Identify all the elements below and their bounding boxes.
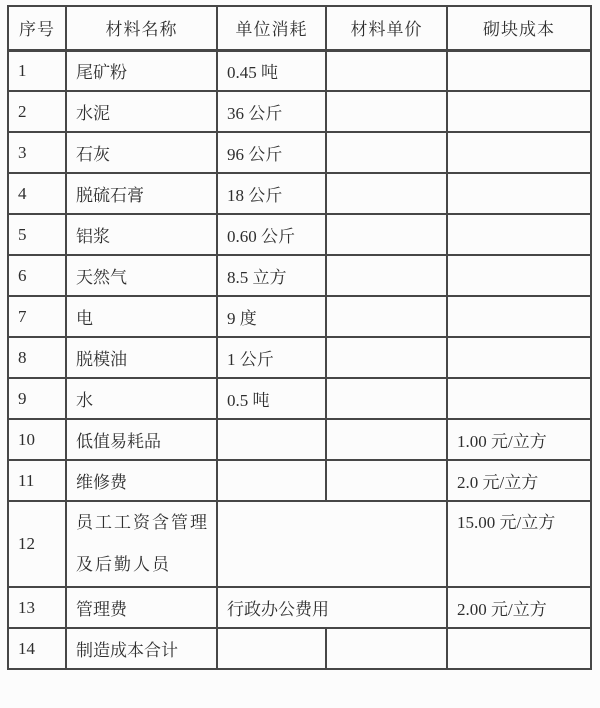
block-cost-cell: 2.00 元/立方	[447, 587, 591, 628]
serial-number-cell: 8	[8, 337, 66, 378]
unit-consumption-cell: 9 度	[217, 296, 326, 337]
material-unit-price-cell	[326, 460, 447, 501]
material-unit-price-cell	[326, 132, 447, 173]
material-name-cell: 尾矿粉	[66, 50, 217, 91]
table-row	[8, 173, 591, 214]
table-row	[8, 255, 591, 296]
table-row	[8, 296, 591, 337]
material-name-cell: 脱模油	[66, 337, 217, 378]
table-header-row	[8, 6, 591, 50]
material-name-cell: 脱硫石膏	[66, 173, 217, 214]
serial-number-cell: 7	[8, 296, 66, 337]
table-row	[8, 501, 591, 587]
serial-number-cell: 10	[8, 419, 66, 460]
table-row	[8, 132, 591, 173]
table-row	[8, 460, 591, 501]
unit-consumption-cell: 0.5 吨	[217, 378, 326, 419]
header-block-cost: 砌块成本	[447, 6, 591, 50]
unit-consumption-cell: 96 公斤	[217, 132, 326, 173]
unit-consumption-cell: 8.5 立方	[217, 255, 326, 296]
serial-number-cell: 2	[8, 91, 66, 132]
material-unit-price-cell	[326, 628, 447, 669]
merged-consumption-price-cell	[217, 501, 447, 587]
serial-number-cell: 4	[8, 173, 66, 214]
material-unit-price-cell	[326, 50, 447, 91]
block-cost-cell	[447, 255, 591, 296]
serial-number-cell: 12	[8, 501, 66, 587]
material-name-line-2: 及后勤人员	[76, 555, 171, 574]
unit-consumption-cell	[217, 628, 326, 669]
block-cost-cell	[447, 214, 591, 255]
block-cost-cell: 2.0 元/立方	[447, 460, 591, 501]
table-row	[8, 587, 591, 628]
material-unit-price-cell	[326, 255, 447, 296]
block-cost-cell	[447, 628, 591, 669]
material-unit-price-cell	[326, 91, 447, 132]
serial-number-cell: 1	[8, 50, 66, 91]
table-row	[8, 50, 591, 91]
material-name-cell: 电	[66, 296, 217, 337]
table-row	[8, 419, 591, 460]
material-name-line-1: 员工工资含管理	[76, 513, 209, 532]
table-row	[8, 378, 591, 419]
material-unit-price-cell	[326, 173, 447, 214]
block-cost-cell	[447, 91, 591, 132]
header-material-name: 材料名称	[66, 6, 217, 50]
serial-number-cell: 5	[8, 214, 66, 255]
serial-number-cell: 13	[8, 587, 66, 628]
material-name-cell: 管理费	[66, 587, 217, 628]
material-name-cell: 低值易耗品	[66, 419, 217, 460]
material-unit-price-cell	[326, 337, 447, 378]
block-cost-cell: 15.00 元/立方	[447, 501, 591, 587]
header-material-unit-price: 材料单价	[326, 6, 447, 50]
material-name-cell: 维修费	[66, 460, 217, 501]
serial-number-cell: 3	[8, 132, 66, 173]
unit-consumption-cell: 36 公斤	[217, 91, 326, 132]
block-cost-cell	[447, 173, 591, 214]
material-name-cell: 石灰	[66, 132, 217, 173]
header-unit-consumption: 单位消耗	[217, 6, 326, 50]
material-unit-price-cell	[326, 296, 447, 337]
table-row	[8, 628, 591, 669]
unit-consumption-cell: 0.45 吨	[217, 50, 326, 91]
serial-number-cell: 6	[8, 255, 66, 296]
material-unit-price-cell	[326, 419, 447, 460]
unit-consumption-cell	[217, 460, 326, 501]
serial-number-cell: 11	[8, 460, 66, 501]
block-cost-cell	[447, 378, 591, 419]
material-unit-price-cell	[326, 214, 447, 255]
unit-consumption-cell: 18 公斤	[217, 173, 326, 214]
material-name-cell: 制造成本合计	[66, 628, 217, 669]
merged-consumption-price-cell: 行政办公费用	[217, 587, 447, 628]
material-name-cell: 铝浆	[66, 214, 217, 255]
block-cost-cell	[447, 296, 591, 337]
serial-number-cell: 14	[8, 628, 66, 669]
serial-number-cell: 9	[8, 378, 66, 419]
table-row	[8, 91, 591, 132]
header-serial-number: 序号	[8, 6, 66, 50]
unit-consumption-cell: 0.60 公斤	[217, 214, 326, 255]
table-row	[8, 337, 591, 378]
material-name-cell	[66, 501, 217, 587]
material-name-cell: 水泥	[66, 91, 217, 132]
block-cost-cell: 1.00 元/立方	[447, 419, 591, 460]
material-unit-price-cell	[326, 378, 447, 419]
material-cost-table	[7, 5, 592, 670]
material-name-cell: 水	[66, 378, 217, 419]
block-cost-cell	[447, 132, 591, 173]
material-name-cell: 天然气	[66, 255, 217, 296]
unit-consumption-cell	[217, 419, 326, 460]
block-cost-cell	[447, 50, 591, 91]
table-row	[8, 214, 591, 255]
unit-consumption-cell: 1 公斤	[217, 337, 326, 378]
block-cost-cell	[447, 337, 591, 378]
